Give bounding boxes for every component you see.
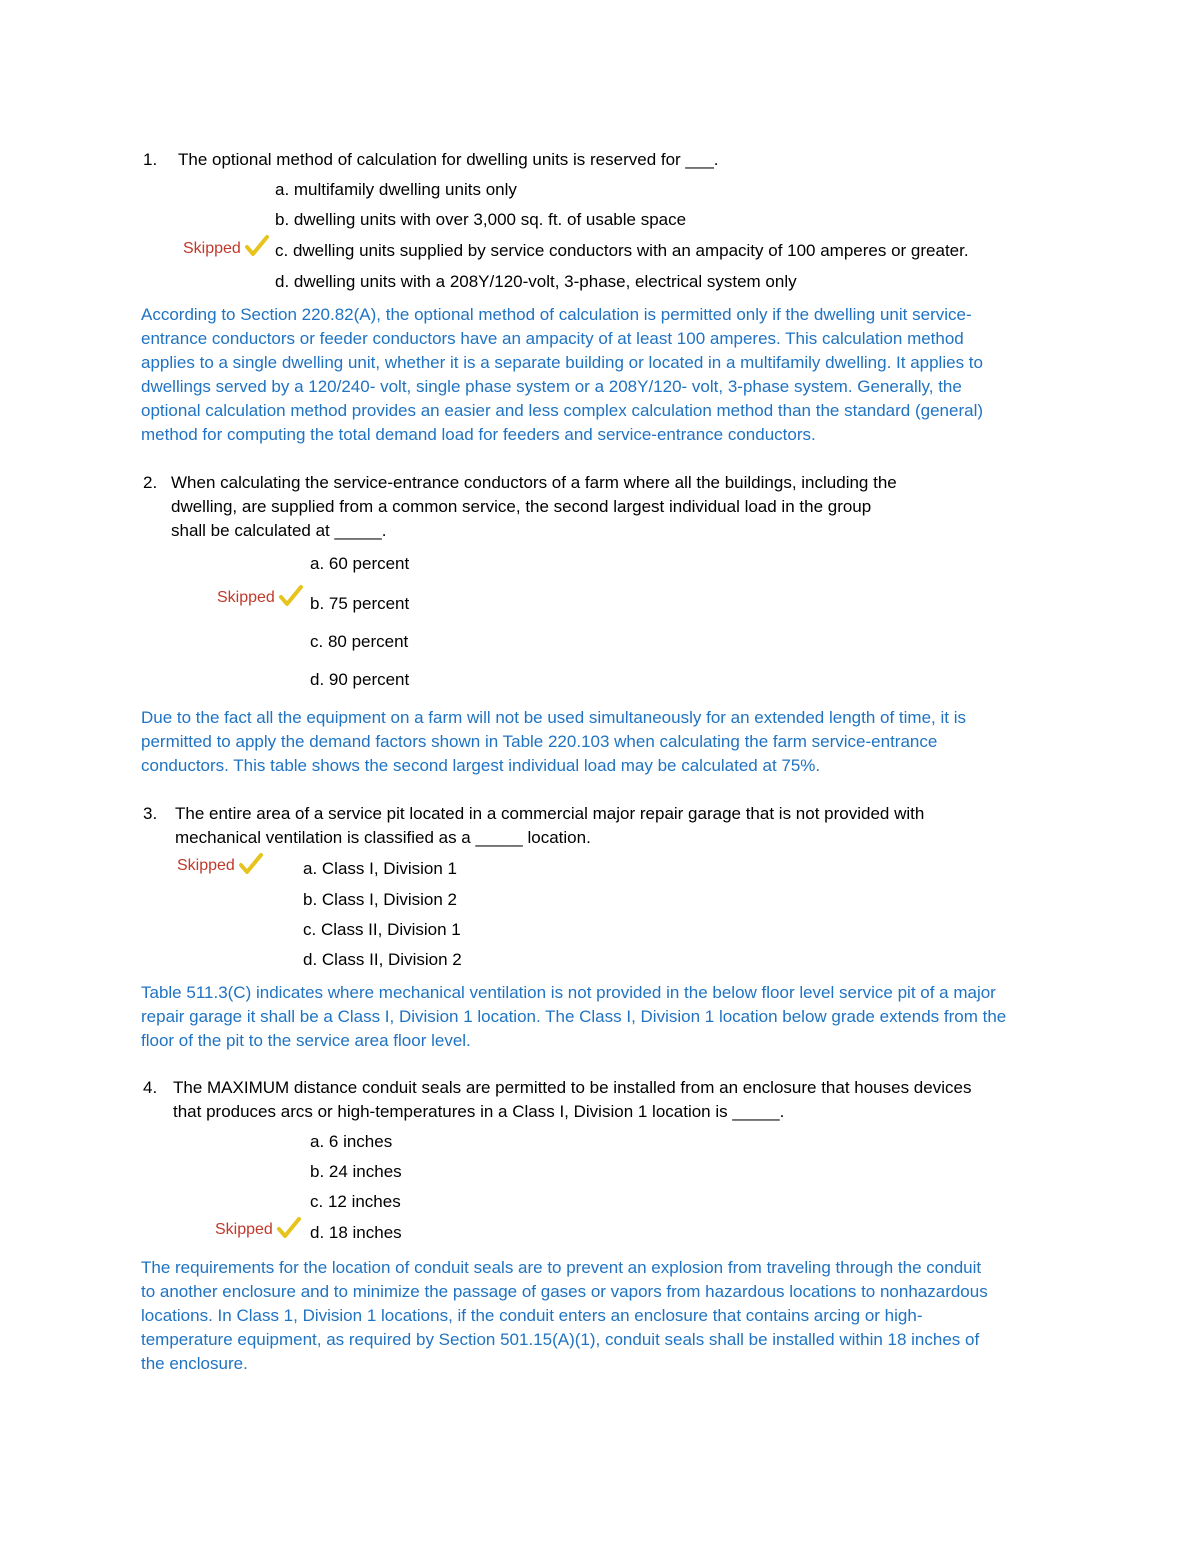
question-number: 4.: [143, 1078, 158, 1097]
check-icon: [278, 584, 304, 608]
explanation-line: method for computing the total demand load for feeders and service-entrance conductors.: [141, 425, 816, 444]
explanation-line: Table 511.3(C) indicates where mechanical ventilation is not provided in the below floor level service pit of a major: [141, 983, 996, 1002]
question-stem: shall be calculated at _____.: [171, 521, 387, 540]
question-number: 2.: [143, 473, 158, 492]
explanation-line: locations. In Class 1, Division 1 locations, if the conduit enters an enclosure that contains arcing or high-: [141, 1306, 923, 1325]
question-stem: The optional method of calculation for dwelling units is reserved for ___.: [178, 150, 719, 169]
option-d: d. Class II, Division 2: [303, 950, 462, 969]
question-stem: The entire area of a service pit located in a commercial major repair garage that is not provided with: [175, 804, 925, 823]
skipped-label: Skipped: [183, 240, 241, 257]
explanation-line: floor of the pit to the service area floor level.: [141, 1031, 471, 1050]
question-stem: When calculating the service-entrance conductors of a farm where all the buildings, including the: [171, 473, 897, 492]
question-stem: mechanical ventilation is classified as a _____ location.: [175, 828, 591, 847]
option-d: d. dwelling units with a 208Y/120-volt, 3-phase, electrical system only: [275, 272, 797, 291]
explanation-line: permitted to apply the demand factors shown in Table 220.103 when calculating the farm service-entrance: [141, 732, 938, 751]
explanation: [141, 706, 1071, 778]
question-stem: that produces arcs or high-temperatures in a Class I, Division 1 location is _____.: [173, 1102, 785, 1121]
explanation-line: temperature equipment, as required by Section 501.15(A)(1), conduit seals shall be installed within 18 inches of: [141, 1330, 980, 1349]
question-stem: dwelling, are supplied from a common service, the second largest individual load in the group: [171, 497, 872, 516]
explanation-line: Due to the fact all the equipment on a farm will not be used simultaneously for an extended length of time, it is: [141, 708, 966, 727]
explanation-line: conductors. This table shows the second largest individual load may be calculated at 75%.: [141, 756, 821, 775]
option-b: b. 24 inches: [310, 1162, 402, 1181]
option-c: c. Class II, Division 1: [303, 920, 461, 939]
option-d: d. 18 inches: [310, 1223, 402, 1242]
option-c: c. 12 inches: [310, 1192, 401, 1211]
explanation: [141, 981, 1071, 1053]
explanation: [141, 303, 1071, 447]
option-b: b. 75 percent: [310, 594, 410, 613]
option-a: a. 60 percent: [310, 554, 410, 573]
option-a: a. multifamily dwelling units only: [275, 180, 517, 199]
check-icon: [238, 852, 264, 876]
check-icon: [244, 234, 270, 258]
check-icon: [276, 1216, 302, 1240]
option-d: d. 90 percent: [310, 670, 410, 689]
question-stem: The MAXIMUM distance conduit seals are permitted to be installed from an enclosure that houses devices: [173, 1078, 972, 1097]
explanation-line: dwellings served by a 120/240- volt, single phase system or a 208Y/120- volt, 3-phase system. Generally, the: [141, 377, 962, 396]
explanation-line: entrance conductors or feeder conductors have an ampacity of at least 100 amperes. This calculation method: [141, 329, 964, 348]
skipped-label: Skipped: [215, 1221, 273, 1238]
explanation-line: optional calculation method provides an easier and less complex calculation method than the standard (general): [141, 401, 984, 420]
option-a: a. Class I, Division 1: [303, 859, 457, 878]
option-b: b. Class I, Division 2: [303, 890, 457, 909]
option-b: b. dwelling units with over 3,000 sq. ft. of usable space: [275, 210, 687, 229]
explanation: [141, 1256, 1071, 1376]
option-c: c. dwelling units supplied by service conductors with an ampacity of 100 amperes or greater.: [275, 241, 969, 260]
question-number: 3.: [143, 804, 158, 823]
explanation-line: applies to a single dwelling unit, whether it is a separate building or located in a multifamily dwelling. It applies to: [141, 353, 983, 372]
explanation-line: the enclosure.: [141, 1354, 248, 1373]
explanation-line: According to Section 220.82(A), the optional method of calculation is permitted only if the dwelling unit service-: [141, 305, 972, 324]
option-c: c. 80 percent: [310, 632, 409, 651]
question-number: 1.: [143, 150, 158, 169]
skipped-label: Skipped: [217, 589, 275, 606]
explanation-line: The requirements for the location of conduit seals are to prevent an explosion from traveling through the conduit: [141, 1258, 982, 1277]
option-a: a. 6 inches: [310, 1132, 393, 1151]
explanation-line: to another enclosure and to minimize the passage of gases or vapors from hazardous locations to nonhazardous: [141, 1282, 988, 1301]
skipped-label: Skipped: [177, 857, 235, 874]
explanation-line: repair garage it shall be a Class I, Division 1 location. The Class I, Division 1 location below grade extends from the: [141, 1007, 1007, 1026]
